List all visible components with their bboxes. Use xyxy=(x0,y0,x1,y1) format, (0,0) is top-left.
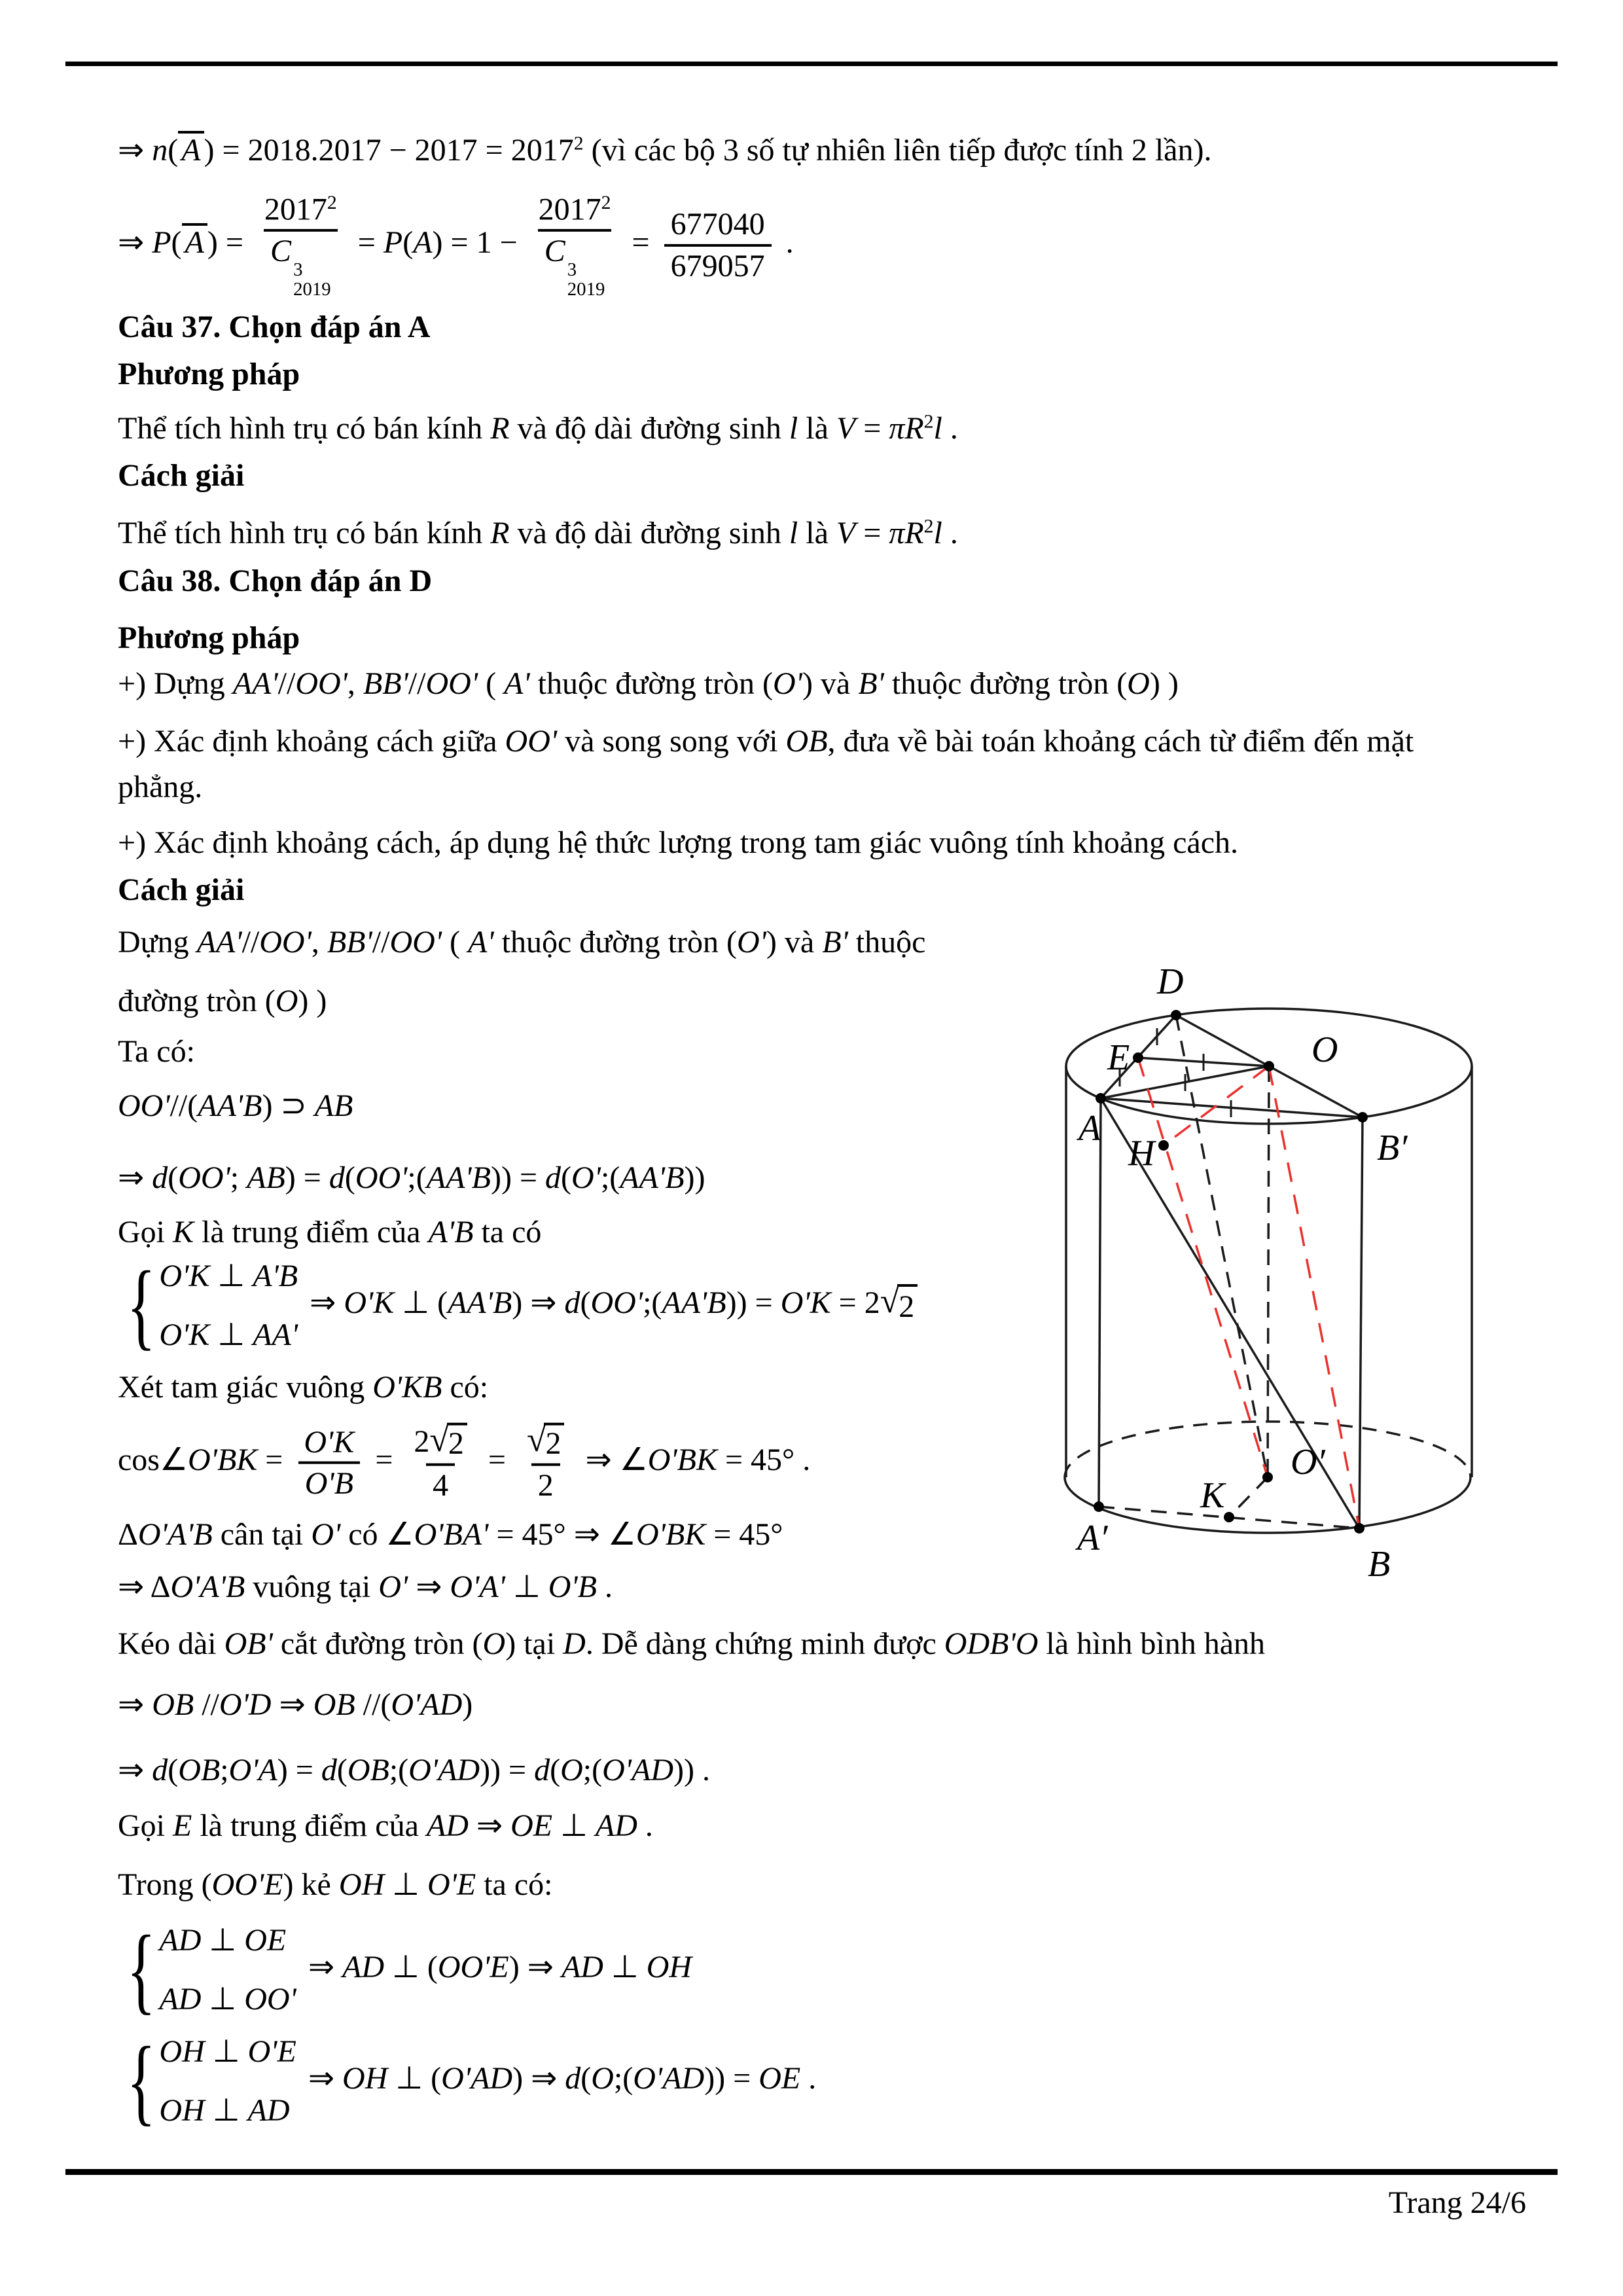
text-line-2: ⇒ P( A ) = 2017$^2$ C 3 2019 = P(A) = 1 − 2017$^2$ C 3 2019 = $\frac{677040}{679057}$ . xyxy=(118,191,794,300)
text-line-28: ⇒ d(OB;O'A) = d(OB;(O'AD)) = d(O;(O'AD)) . xyxy=(118,1753,710,1787)
segment-OH xyxy=(1164,1066,1269,1145)
point-dot-O′ xyxy=(1262,1472,1273,1482)
text-line-31: { AD ⊥ OE AD ⊥ OO' ⇒ AD ⊥ (OO'E) ⇒ AD ⊥ OH xyxy=(126,1916,692,2024)
text-line-20: Gọi K là trung điểm của A'B ta có xyxy=(118,1215,542,1249)
point-label-D: D xyxy=(1157,961,1184,1002)
text-line-29: Gọi E là trung điểm của AD ⇒ OE ⊥ AD . xyxy=(118,1808,653,1843)
point-dot-H xyxy=(1158,1140,1169,1151)
point-label-K: K xyxy=(1200,1475,1225,1516)
point-label-B′: B′ xyxy=(1377,1128,1408,1168)
bottom-circle-front xyxy=(1065,1477,1471,1533)
text-line-13: +) Xác định khoảng cách, áp dụng hệ thức lượng trong tam giác vuông tính khoảng cách. xyxy=(118,825,1239,860)
text-line-26: Kéo dài OB' cắt đường tròn (O) tại D. Dễ dàng chứng minh được ODB'O là hình bình hành xyxy=(118,1626,1265,1661)
segment-OB' xyxy=(1269,1066,1363,1117)
axis-OO' xyxy=(1268,1066,1269,1477)
bottom-rule xyxy=(65,2169,1558,2175)
text-line-17: Ta có: xyxy=(118,1034,195,1069)
text-line-19: ⇒ d(OO'; AB) = d(OO';(AA'B)) = d(O';(AA'B)) xyxy=(118,1160,705,1195)
figure-points xyxy=(1075,961,1408,1585)
cylinder-figure xyxy=(1041,942,1512,1604)
point-label-O: O xyxy=(1311,1030,1338,1070)
point-dot-A xyxy=(1096,1093,1106,1103)
text-line-6: Cách giải xyxy=(118,458,245,493)
point-dot-D xyxy=(1171,1010,1181,1020)
text-line-3: Câu 37. Chọn đáp án A xyxy=(118,310,431,344)
text-line-1: ⇒ n( A ) = $2018.2017 - 2017 = 2017^2$ (vì các bộ 3 số tự nhiên liên tiếp được tính 2 lần). xyxy=(118,131,1211,170)
point-label-A′: A′ xyxy=(1077,1518,1108,1558)
cylinder-outline xyxy=(1065,1009,1472,1533)
text-line-24: ΔO'A'B cân tại O' có ∠O'BA' = 45° ⇒ ∠O'BK = 45° xyxy=(118,1517,783,1552)
point-dot-E xyxy=(1133,1052,1143,1063)
text-line-9: Phương pháp xyxy=(118,620,300,655)
text-line-4: Phương pháp xyxy=(118,357,300,391)
text-line-27: ⇒ OB //O'D ⇒ OB //(O'AD) xyxy=(118,1687,473,1722)
text-line-8: Câu 38. Chọn đáp án D xyxy=(118,564,433,598)
text-line-15: Dựng AA'//OO', BB'//OO' ( A' thuộc đường tròn (O') và B' thuộc xyxy=(118,925,926,960)
point-dot-B xyxy=(1354,1523,1364,1534)
text-line-10: +) Dựng AA'//OO', BB'//OO' ( A' thuộc đường tròn (O') và B' thuộc đường tròn (O) ) xyxy=(118,666,1179,701)
point-label-B: B xyxy=(1368,1544,1391,1585)
edge-B'B xyxy=(1359,1117,1363,1528)
segment-DO xyxy=(1176,1015,1269,1066)
point-label-H: H xyxy=(1128,1133,1155,1174)
point-label-E: E xyxy=(1107,1037,1130,1078)
point-label-O′: O′ xyxy=(1291,1442,1325,1482)
text-line-32: { OH ⊥ O'E OH ⊥ AD ⇒ OH ⊥ (O'AD) ⇒ d(O;(O'AD)) = OE . xyxy=(126,2027,817,2136)
point-dot-K xyxy=(1224,1512,1234,1522)
text-line-25: ⇒ ΔO'A'B vuông tại O' ⇒ O'A' ⊥ O'B . xyxy=(118,1570,613,1604)
text-line-30: Trong (OO'E) kẻ OH ⊥ O'E ta có: xyxy=(118,1867,553,1902)
text-line-5: Thể tích hình trụ có bán kính R và độ dài đường sinh l là $V = \pi R^2l$ . xyxy=(118,410,958,446)
page-number: Trang 24/6 xyxy=(1388,2185,1526,2220)
point-dot-O xyxy=(1264,1061,1274,1071)
dashed-red-lines xyxy=(1138,1058,1359,1528)
point-label-A: A xyxy=(1079,1108,1101,1149)
text-line-21: { O'K ⊥ A'B O'K ⊥ AA' ⇒ O'K ⊥ (AA'B) ⇒ d(OO';(AA'B)) = O'K = 2 √ 2 xyxy=(118,1257,918,1355)
top-rule xyxy=(65,62,1558,66)
point-dot-B′ xyxy=(1357,1112,1368,1122)
text-line-12: phẳng. xyxy=(118,770,203,804)
text-line-22: Xét tam giác vuông O'KB có: xyxy=(118,1370,489,1405)
text-line-11: +) Xác định khoảng cách giữa OO' và song song với OB, đưa về bài toán khoảng cách từ điểm đến mặt xyxy=(118,724,1414,759)
text-line-7: Thể tích hình trụ có bán kính R và độ dài đường sinh l là $V = \pi R^2l$ . xyxy=(118,515,958,550)
text-line-23: cos∠O'BK = $\frac{O'K}{O'B}$ = 2 √ 2 4 = √ 2 2 ⇒ ∠O'BK = 45° . xyxy=(118,1419,811,1503)
text-line-14: Cách giải xyxy=(118,872,245,907)
text-line-18: OO'//(AA'B) ⊃ AB xyxy=(118,1088,353,1123)
point-dot-A′ xyxy=(1094,1501,1104,1512)
segment-O'K xyxy=(1229,1477,1268,1517)
text-line-16: đường tròn (O) ) xyxy=(118,984,327,1018)
